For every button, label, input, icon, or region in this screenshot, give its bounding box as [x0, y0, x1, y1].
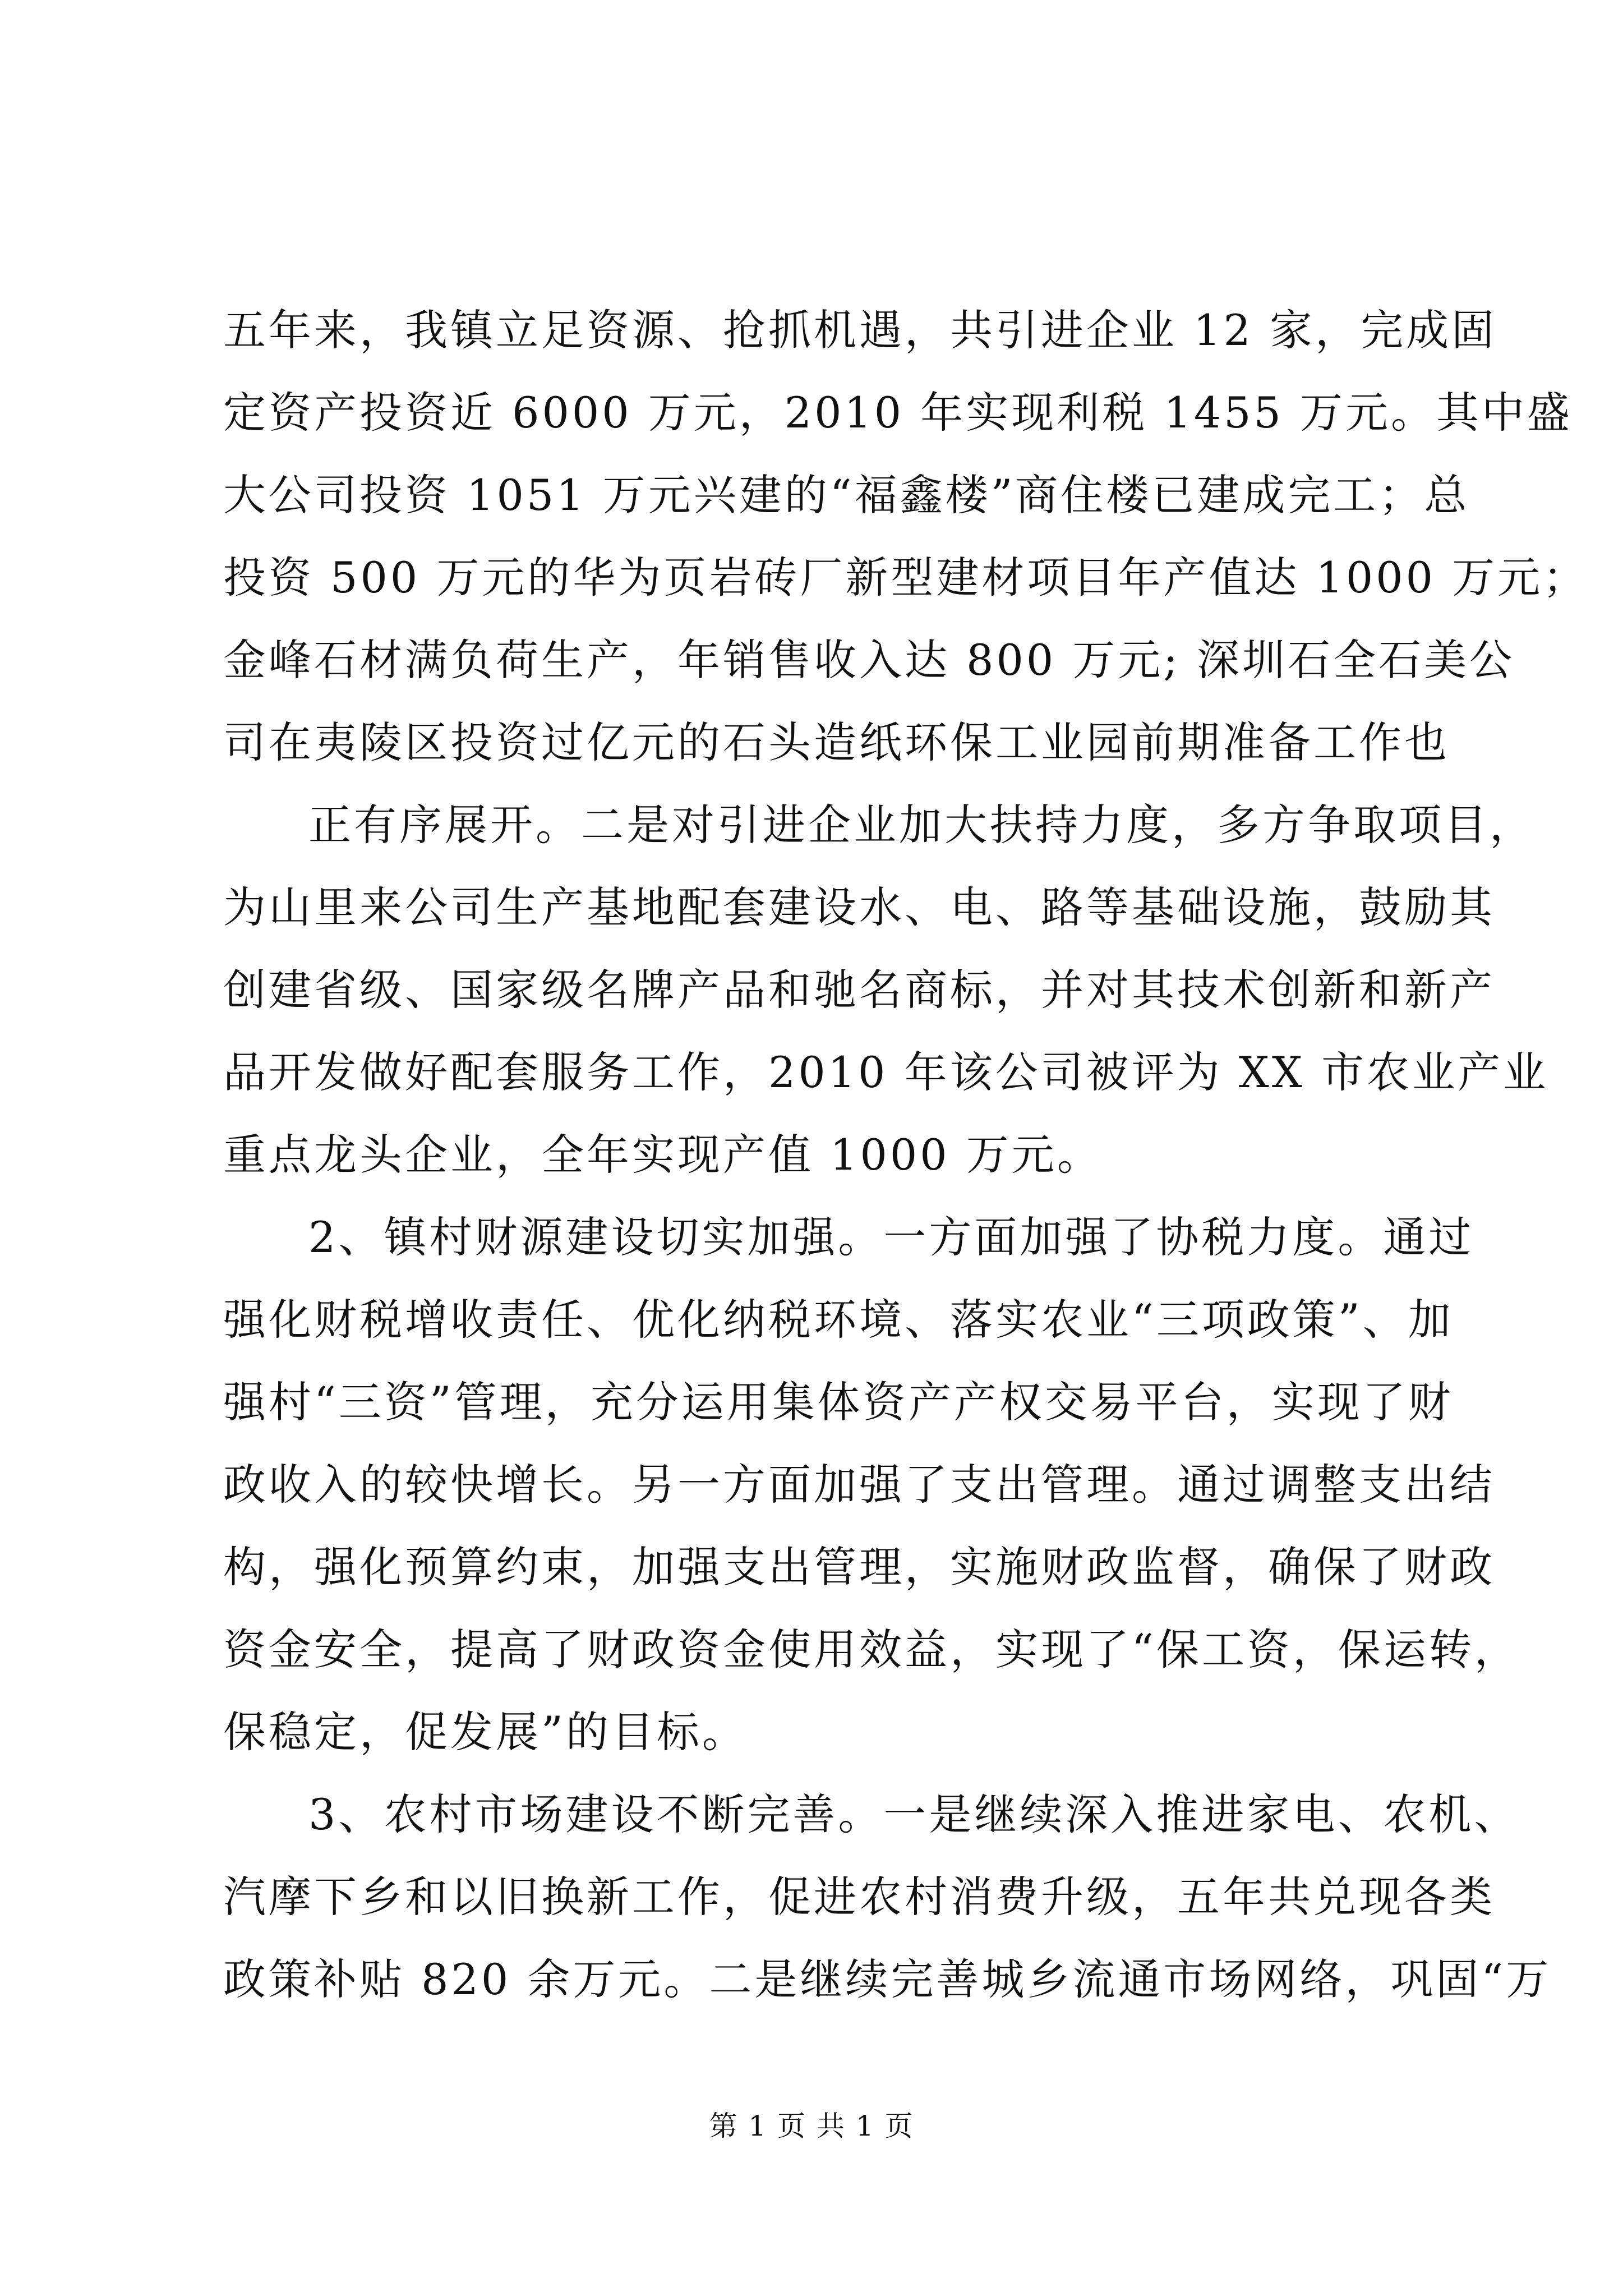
text-line-12: 2、镇村财源建设切实加强。一方面加强了协税力度。通过	[308, 1212, 1474, 1262]
text-line-1: 五年来，我镇立足资源、抢抓机遇，共引进企业 12 家，完成固	[223, 305, 1497, 355]
text-line-13: 强化财税增收责任、优化纳税环境、落实农业“三项政策”、加	[223, 1295, 1454, 1345]
text-line-17: 资金安全，提高了财政资金使用效益，实现了“保工资，保运转，	[223, 1625, 1520, 1674]
text-line-16: 构，强化预算约束，加强支出管理，实施财政监督，确保了财政	[223, 1542, 1495, 1592]
text-line-9: 创建省级、国家级名牌产品和驰名商标，并对其技术创新和新产	[223, 965, 1495, 1015]
page-number-label: 第 1 页 共 1 页	[709, 2110, 914, 2142]
text-line-20: 汽摩下乡和以旧换新工作，促进农村消费升级，五年共兑现各类	[223, 1872, 1495, 1922]
text-line-8: 为山里来公司生产基地配套建设水、电、路等基础设施，鼓励其	[223, 882, 1495, 932]
text-line-4: 投资 500 万元的华为页岩砖厂新型建材项目年产值达 1000 万元；	[223, 553, 1589, 602]
text-line-18: 保稳定，促发展”的目标。	[223, 1707, 748, 1757]
text-line-2: 定资产投资近 6000 万元，2010 年实现利税 1455 万元。其中盛	[223, 388, 1573, 438]
text-line-5: 金峰石材满负荷生产，年销售收入达 800 万元; 深圳石全石美公	[223, 635, 1515, 685]
page-footer	[0, 2109, 1623, 2143]
body-text	[223, 289, 1589, 2021]
text-line-7: 正有序展开。二是对引进企业加大扶持力度，多方争取项目，	[308, 800, 1535, 850]
text-line-6: 司在夷陵区投资过亿元的石头造纸环保工业园前期准备工作也	[223, 717, 1450, 767]
text-line-11: 重点龙头企业，全年实现产值 1000 万元。	[223, 1130, 1103, 1180]
text-line-3: 大公司投资 1051 万元兴建的“福鑫楼”商住楼已建成完工；总	[223, 470, 1470, 520]
text-line-14: 强村“三资”管理，充分运用集体资产产权交易平台，实现了财	[223, 1377, 1454, 1427]
text-line-15: 政收入的较快增长。另一方面加强了支出管理。通过调整支出结	[223, 1460, 1495, 1510]
text-line-10: 品开发做好配套服务工作，2010 年该公司被评为 XX 市农业产业	[223, 1047, 1549, 1097]
text-line-19: 3、农村市场建设不断完善。一是继续深入推进家电、农机、	[308, 1789, 1520, 1839]
text-line-21: 政策补贴 820 余万元。二是继续完善城乡流通市场网络，巩固“万	[223, 1954, 1552, 2004]
